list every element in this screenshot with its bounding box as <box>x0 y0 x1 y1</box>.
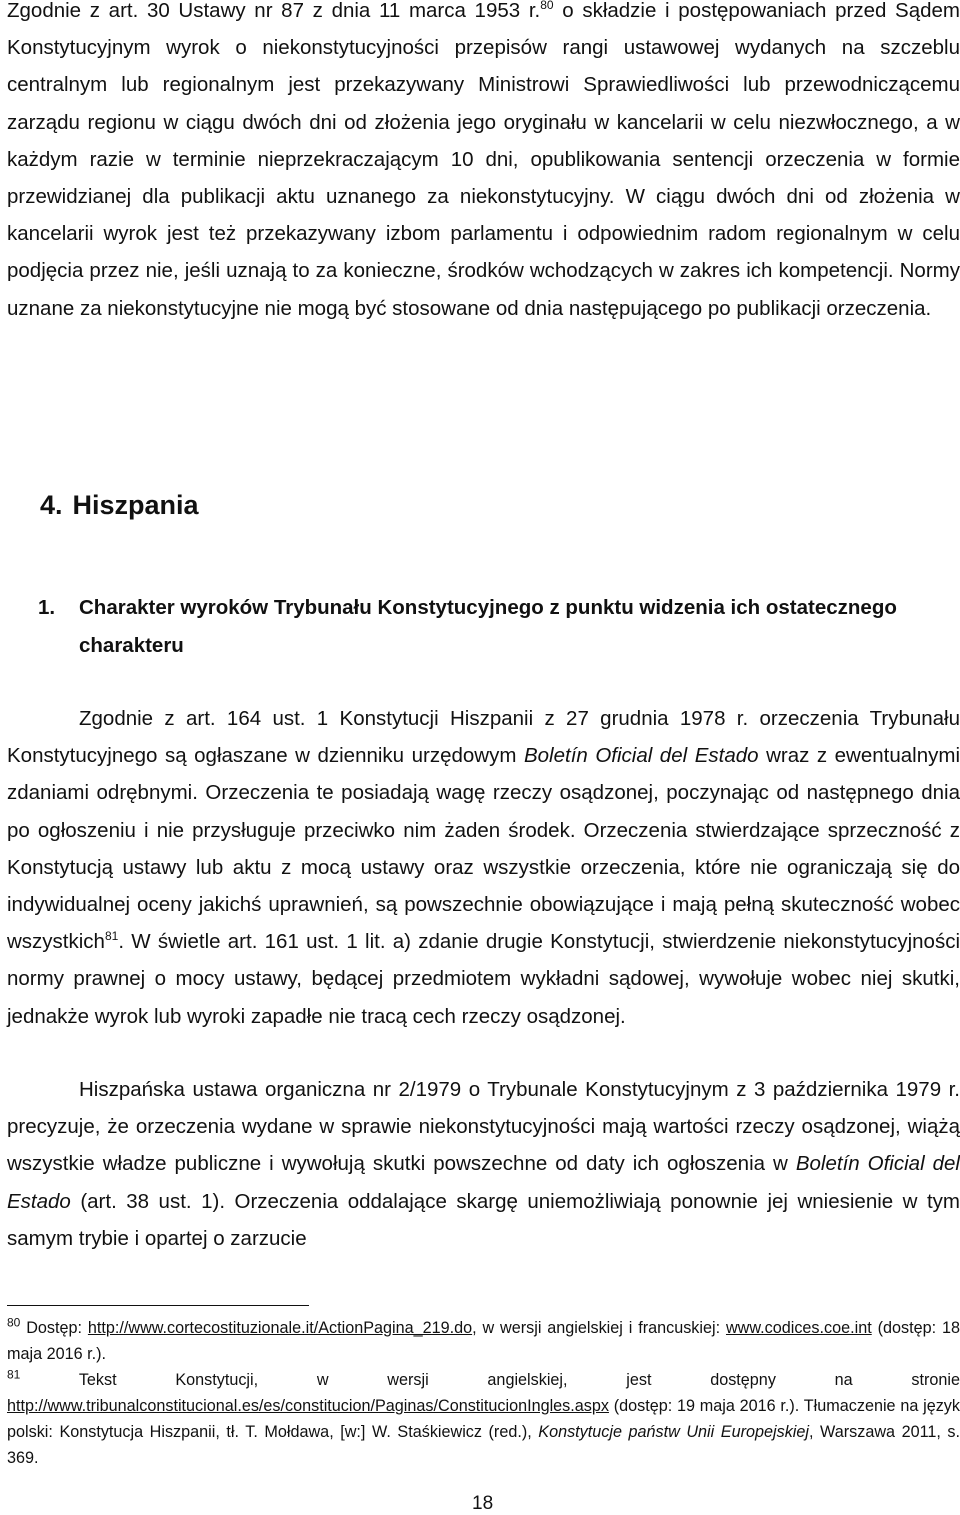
p3-text-a: Hiszpańska ustawa organiczna nr 2/1979 o Trybunale Konstytucyjnym z 3 października 1979 r. precyzuje, że orzeczenia wydane w sprawie niekonstytucyjności mają wartości rzeczy osądzonej, wiążą wszystkie władze publiczne i wywołują skutki powszechne od daty ich ogłoszenia w <box>7 1078 960 1176</box>
footnote-number: 80 <box>7 1315 21 1330</box>
footnote-text: (dostęp: 19 maja 2016 r.). Tłumaczenie na język polski: Konstytucja Hiszpanii, tł. T. Mołdawa, [w:] W. Staśkiewicz (red.), <box>7 1397 960 1441</box>
footnote-link[interactable]: http://www.tribunalconstitucional.es/es/constitucion/Paginas/ConstitucionIngles.aspx <box>7 1397 609 1415</box>
footnote-link[interactable]: http://www.cortecostituzionale.it/ActionPagina_219.do <box>87 1319 473 1337</box>
footnote-text: Tekst Konstytucji, w wersji angielskiej, jest dostępny na stronie <box>20 1371 960 1389</box>
footnote-ref-80[interactable]: 80 <box>540 0 554 13</box>
footnote-separator <box>7 1305 309 1306</box>
subsection-heading <box>38 589 960 665</box>
footnote-text: (dostęp: 18 maja 2016 r.). <box>7 1319 960 1363</box>
footnote-italic-title: Konstytucje państw Unii Europejskiej <box>538 1423 809 1441</box>
p2-text-c: . W świetle art. 161 ust. 1 lit. a) zdanie drugie Konstytucji, stwierdzenie niekonstytucyjności normy prawnej o mocy ustawy, będącej przedmiotem wykładni sądowej, wywołuje wobec niej skutki, jednakże wyrok lub wyroki zapadłe nie tracą cech rzeczy osądzonej. <box>7 930 960 1028</box>
footnote-number: 81 <box>7 1367 21 1382</box>
footnote-text: , w wersji angielskiej i francuskiej: <box>472 1319 726 1337</box>
section-title: Hiszpania <box>72 490 199 520</box>
page-number: 18 <box>472 1493 494 1514</box>
footnote-81 <box>7 1367 960 1471</box>
intro-paragraph <box>7 0 960 327</box>
intro-text: o składzie i postępowaniach przed Sądem Konstytucyjnym wyrok o niekonstytucyjności przepisów rangi ustawowej wydanych na szczeblu centralnym lub regionalnym jest przekazywany Ministrowi Sprawiedliwości lub przewodniczącemu zarządu regionu w ciągu dwóch dni od złożenia jego oryginału w kancelarii w celu niezwłocznego, a w każdym razie w terminie nieprzekraczającym 10 dni, opublikowania sentencji orzeczenia w formie przewidzianej dla publikacji aktu uznanego za niekonstytucyjny. W ciągu dwóch dni od złożenia w kancelarii wyrok jest też przekazywany izbom parlamentu i odpowiednim radom regionalnym w celu podjęcia przez nie, jeśli uznają to za konieczne, środków wchodzących w zakres ich kompetencji. Normy uznane za niekonstytucyjne nie mogą być stosowane od dnia następującego po publikacji orzeczenia. <box>7 0 960 320</box>
footnote-text: Dostęp: <box>20 1319 88 1337</box>
intro-lead: Zgodnie z art. 30 Ustawy nr 87 z dnia 11 marca 1953 r. <box>7 0 541 22</box>
footnote-text: , Warszawa 2011, s. 369. <box>7 1423 960 1467</box>
subsection-number: 1. <box>38 596 56 619</box>
p2-text-a: Zgodnie z art. 164 ust. 1 Konstytucji Hiszpanii z 27 grudnia 1978 r. orzeczenia Trybunału Konstytucyjnego są ogłaszane w dzienniku urzędowym <box>7 707 960 768</box>
subsection-title: Charakter wyroków Trybunału Konstytucyjnego z punktu widzenia ich ostatecznego charakteru <box>79 596 897 657</box>
section-heading <box>40 490 199 521</box>
p3-italic-title: Boletín Oficial del Estado <box>7 1152 960 1213</box>
footnotes <box>7 1315 960 1471</box>
section-number: 4. <box>40 490 63 520</box>
body-paragraph-1 <box>7 700 960 1035</box>
p2-text-b: wraz z ewentualnymi zdaniami odrębnymi. Orzeczenia te posiadają wagę rzeczy osądzonej, poczynając od następnego dnia po ogłoszeniu i nie przysługuje przeciwko nim żaden środek. Orzeczenia stwierdzające sprzeczność z Konstytucją ustawy lub aktu z mocą ustawy oraz wszystkie orzeczenia, które nie ograniczają się do indywidualnej oceny jakichś uprawnień, są powszechnie obowiązujące i mają pełną skuteczność wobec wszystkich <box>7 744 960 954</box>
footnote-80 <box>7 1315 960 1367</box>
p2-italic-title: Boletín Oficial del Estado <box>523 744 759 768</box>
footnote-ref-81[interactable]: 81 <box>104 929 119 944</box>
body-paragraph-2 <box>7 1071 960 1257</box>
p3-text-b: (art. 38 ust. 1). Orzeczenia oddalające skargę uniemożliwiają ponownie jej wniesienie w tym samym trybie i opartej o zarzucie <box>7 1189 960 1250</box>
footnote-link[interactable]: www.codices.coe.int <box>725 1319 872 1337</box>
